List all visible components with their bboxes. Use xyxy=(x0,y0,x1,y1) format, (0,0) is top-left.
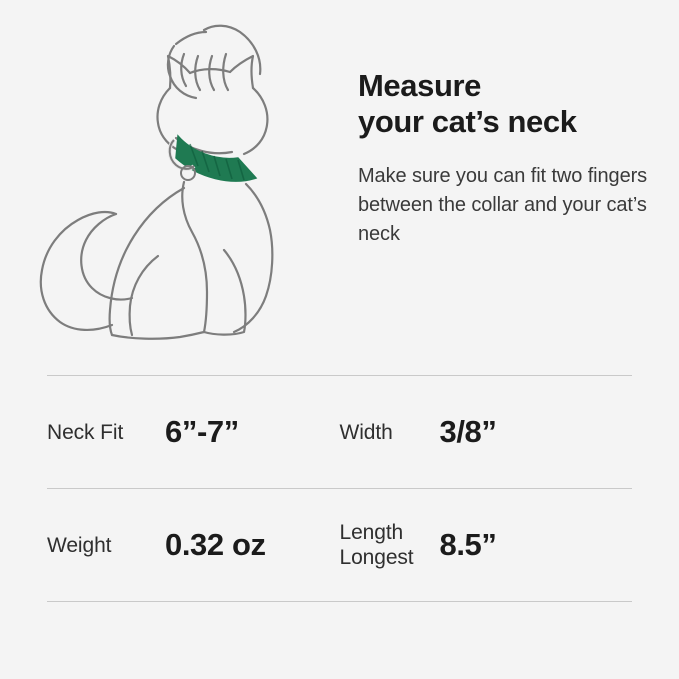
table-row xyxy=(47,376,632,488)
spec-label-line-1: Length xyxy=(339,521,404,544)
spec-neck-fit xyxy=(47,414,340,450)
spec-label: Neck Fit xyxy=(47,420,124,444)
headline-line-2: your cat’s neck xyxy=(358,104,577,139)
copy-block xyxy=(358,68,658,249)
headline-line-1: Measure xyxy=(358,68,481,103)
spec-width xyxy=(340,414,633,450)
spec-label-multiline xyxy=(340,520,440,570)
spec-value: 3/8” xyxy=(439,414,497,449)
spec-value: 0.32 oz xyxy=(165,527,266,562)
page-title xyxy=(358,68,658,140)
spec-label: Width xyxy=(339,420,393,444)
spec-label: Weight xyxy=(47,533,112,557)
spec-weight xyxy=(47,527,340,563)
cat-collar-illustration xyxy=(8,10,348,360)
spec-length xyxy=(340,520,633,570)
spec-label-line-2: Longest xyxy=(339,546,414,569)
instruction-text: Make sure you can fit two fingers between the collar and your cat’s neck xyxy=(358,165,648,245)
table-divider-bottom xyxy=(47,601,632,602)
spec-table xyxy=(47,375,632,602)
table-row xyxy=(47,489,632,601)
spec-value: 8.5” xyxy=(439,527,497,562)
spec-value: 6”-7” xyxy=(165,414,239,449)
